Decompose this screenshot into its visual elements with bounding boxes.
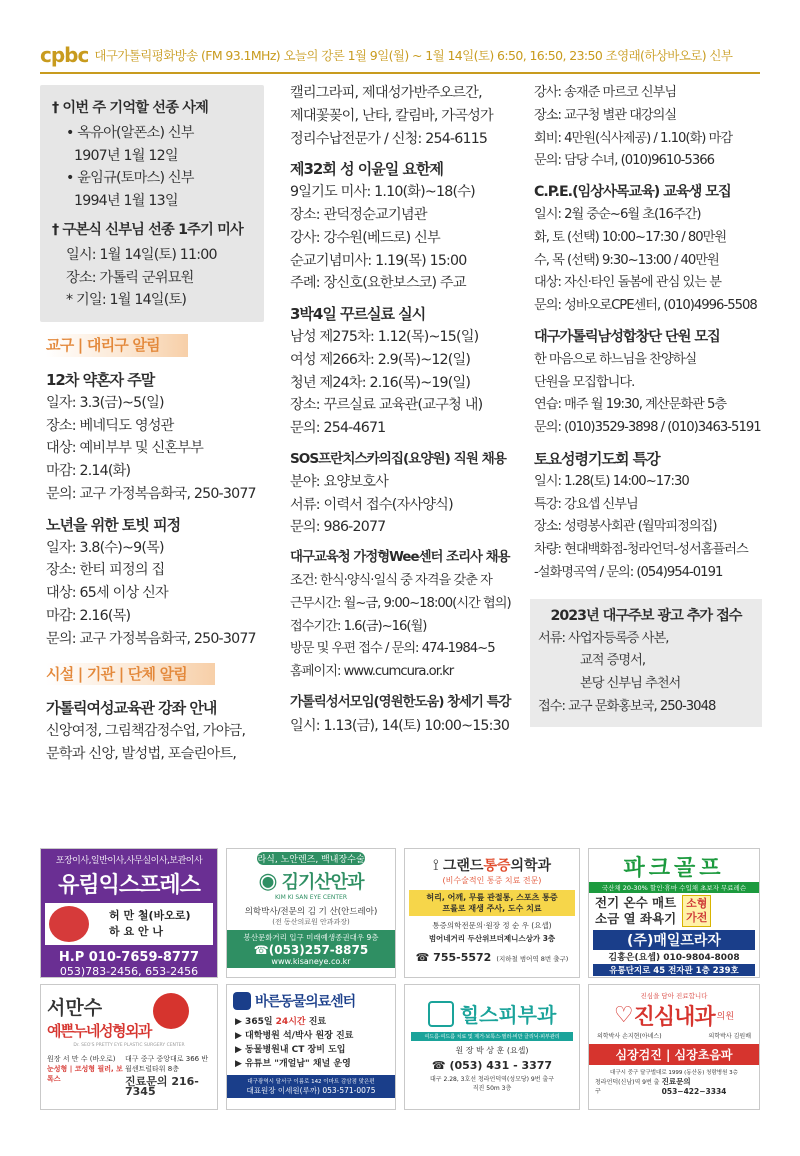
ad-kimkisan-eye [226,848,396,978]
priest-2-name: • 윤임규(토마스) 신부 [66,170,194,187]
ad-service: 프롤로 재생 주사, 도수 치료 [442,904,542,913]
notice-line: 문의: 담당 수녀, (010)9610-5366 [534,153,714,169]
notice-line: 특강: 강요셉 신부님 [534,496,638,512]
notice-line: 일자: 3.8(수)~9(목) [46,539,164,556]
truck-icon [49,906,89,942]
notice-line: -설화명곡역 / 문의: (054)954-0191 [534,564,723,580]
ad-feature: ▶ 365일 [235,1017,276,1027]
ad-contact: 김홍은(요셉) 010-9804-8008 [608,953,740,963]
notice-line: 마감: 2.16(목) [46,607,131,624]
ad-name-suffix: 의원 [716,1012,735,1022]
ad-feature: ▶ 대학병원 석/박사 원장 진료 [235,1031,354,1041]
ad-feature: 24시간 [275,1017,306,1027]
notice-line: 대상: 예비부부 및 신혼부부 [46,440,204,457]
ad-tagline: 여드름·여드름 치료 및 제거·보톡스·필러·비만 클리닉·피부관리 [411,1032,573,1041]
notice-line: 강사: 강수원(베드로) 신부 [290,229,440,246]
notice-body [290,82,515,150]
notice-line: 순교기념미사: 1.19(목) 15:00 [290,252,467,269]
ad-doctor: 의학박사 손지현(아녜스) [597,1033,662,1040]
notice-body [290,570,515,684]
ad-address: 직진 50m 3층 [472,1085,512,1092]
ad-jinsim-internal [588,984,760,1110]
memorial-line: 장소: 가톨릭 군위묘원 [66,269,194,286]
ad-phone: ☎ 755-5572 [415,951,492,964]
notice-line: 정리수납전문가 / 신청: 254-6115 [290,130,488,147]
header [40,40,760,70]
ad-service: 심장검진 | 심장초음파 [589,1044,759,1065]
notice-line: 한 마음으로 하느님을 찬양하실 [534,351,697,367]
ad-subname: Dr. SEO'S PRETTY EYE PLASTIC SURGERY CENTER [73,1043,185,1048]
ad-company: (주)매일프라자 [593,930,755,950]
notice-line: 남성 제275차: 1.12(목)~15(일) [290,328,479,345]
ad-seo-eye-plastic [40,984,218,1110]
priest-2-date: 1994년 1월 13일 [74,193,178,210]
notice-line: 문의: 254-4671 [290,420,386,437]
ad-service: 허리, 어깨, 무릎 관절통, 스포츠 통증 [426,893,558,902]
notice-line: 접수기간: 1.6(금)~16(월) [290,618,427,634]
notice-line: 제대꽃꽂이, 난타, 칼림바, 가곡성가 [290,107,493,124]
notice-line: 분야: 요양보호사 [290,473,389,490]
eye-icon [153,993,189,1029]
notice-line: 장소: 한티 피정의 집 [46,562,165,579]
notice-title: 제32회 성 이윤일 요한제 [290,160,443,179]
column-1 [46,85,264,766]
notice-body [534,349,762,440]
notice-line: 일시: 1.28(토) 14:00~17:30 [534,473,689,489]
notice-line: 문의: 986-2077 [290,519,386,536]
ad-address: 대구 2.28, 3호선 청라언덕역(성모당) 9번 출구 [429,1076,555,1083]
notice-body [534,471,762,585]
hills-logo-icon [428,1001,454,1027]
ad-tagline: 진심을 담아 진료합니다 [640,992,708,1000]
ad-hills-dermatology [404,984,580,1110]
ad-phone: H.P 010-7659-8777 [58,950,200,965]
ad-yurim-express [40,848,218,978]
ad-doctor-note: (전 동산의료원 안과과장) [272,918,350,926]
column-2 [290,82,515,738]
ad-subname: KIM KI SAN EYE CENTER [274,894,348,901]
notice-title: SOS프란치스카의집(요양원) 직원 채용 [290,450,506,467]
notice-body [290,715,515,738]
notice-body [290,471,515,539]
ad-phone: 진료문의 216-7345 [125,1075,199,1098]
notice-line: 장소: 성령봉사회관 (월막피정의집) [534,519,717,535]
ad-name: 서만수 [47,997,103,1019]
notice-line: 연습: 매주 월 19:30, 계산문화관 5층 [534,397,727,413]
notice-line: 9일기도 미사: 1.10(화)~18(수) [290,184,475,201]
notice-line: 대상: 65세 이상 신자 [46,585,168,602]
ad-website: www.kisaneye.co.kr [271,957,351,966]
ad-notice-box [530,599,762,727]
eye-icon: ◉ [258,868,278,894]
notice-line: 마감: 2.14(화) [46,463,131,480]
notice-body [290,181,515,295]
notice-title: 대구교육청 가정형Wee센터 조리사 채용 [290,550,510,566]
syringe-icon: ⟟ [432,855,439,874]
ad-phone: 053)783-2456, 653-2456 [59,965,199,978]
ad-tagline: 포장이사,일반이사,사무실이사,보관이사 [55,856,203,866]
notice-line: 장소: 관덕정순교기념관 [290,206,427,223]
priest-1-name: • 옥유아(알폰소) 신부 [66,124,194,141]
saints-title: † 이번 주 기억할 선종 사제 [52,100,209,116]
notice-body [46,537,264,651]
ad-address: 대구시 중구 달구벌대로 1999 (동산동) 청람병원 3층 [610,1070,738,1076]
notice-title: 가톨릭성서모임(영원한도움) 창세기 특강 [290,694,511,710]
notice-body [46,720,264,766]
ad-name: 그랜드 [442,858,484,874]
notice-line: 일시: 2월 중순~6월 초(16주간) [534,206,701,222]
ad-people [45,903,213,945]
ad-badge: 가전 [686,911,708,924]
ad-doctor: 원장 서 만 수 (바오로) [47,1055,116,1063]
memorial-line: 일시: 1월 14일(토) 11:00 [66,246,217,263]
notice-line: 방문 및 우편 접수 / 문의: 474-1984~5 [290,641,495,657]
notice-line: 강사: 송재준 마르코 신부님 [534,85,677,100]
ad-name: 김기산안과 [281,872,364,893]
notice-body [46,392,264,506]
ad-grand-pain-clinic [404,848,580,978]
ad-doctor: 의학박사/전문의 김 기 산(안드레아) [244,907,378,917]
notice-line: 문의: 성바오로CPE센터, (010)4996-5508 [534,298,757,314]
ad-tagline: (비수술적인 통증 치료 전문) [442,876,542,885]
ad-feature: 진료 [305,1017,327,1027]
ad-address: 대구 중구 중앙대로 366 반월센트럴타워 8층 [125,1055,209,1073]
ad-name: 통증 [483,858,511,874]
notice-line: 서류: 이력서 접수(자사양식) [290,496,453,513]
notice-line: 화, 토 (선택) 10:00~17:30 / 80만원 [534,229,727,245]
ad-name: 예쁜누네성형외과 [47,1022,151,1040]
ad-person: 허 만 철(바오로) [109,909,191,922]
ad-phone: 진료문의 053−422−3334 [661,1077,727,1096]
notice-line: 교적 증명서, [580,653,646,669]
notice-title: 토요성령기도회 특강 [534,449,660,468]
notice-line: 문의: (010)3529-3898 / (010)3463-5191 [534,420,761,436]
ad-bareun-animal [226,984,396,1110]
notice-line: 대상: 자신·타인 돌봄에 관심 있는 분 [534,275,721,291]
ad-feature: ▶ 동물병원내 CT 장비 도입 [235,1045,346,1055]
ad-address: 범어네거리 두산위브더제니스상가 3층 [428,934,556,943]
heart-icon: ♡ [613,1003,634,1028]
notice-line: 회비: 4만원(식사제공) / 1.10(화) 마감 [534,130,733,146]
ad-person: 하 요 안 나 [109,925,163,938]
ad-address: 봉산문화거리 입구 미래예생종권대우 9층 [243,933,379,942]
notice-line: 일자: 3.3(금)~5(일) [46,394,164,411]
notice-line: 장소: 꾸르실료 교육관(교구청 내) [290,397,483,414]
ad-service: 눈성형 | 코성형 필러, 보톡스 [47,1065,123,1083]
notice-line: 근무시간: 월~금, 9:00~18:00(시간 협의) [290,595,511,611]
notice-line: 접수: 교구 문화홍보국, 250-3048 [538,698,716,714]
header-divider [40,72,760,74]
notice-line: 청년 제24차: 2.16(목)~19(일) [290,374,471,391]
notice-line: 일시: 1.13(금), 14(토) 10:00~15:30 [290,717,510,734]
notice-line: 주례: 장신호(요한보스코) 주교 [290,275,466,292]
notice-title: 노년을 위한 토빗 피정 [46,515,181,534]
ad-product: 전기 온수 매트 [595,895,677,910]
cpbc-logo: cpbc [40,43,89,67]
notice-line: 차량: 현대백화점-청라언덕-성서홈플러스 [534,542,748,558]
notice-line: 신앙여정, 그림책감정수업, 가야금, [46,723,246,740]
notice-line: 단원을 모집합니다. [534,374,635,390]
ad-name: 유림익스프레스 [58,873,200,898]
column-3 [534,82,762,727]
ad-doctor: 의학박사 김원배 [708,1033,751,1040]
ad-phone-note: (지하철 범어역 8번 출구) [496,955,569,963]
ad-product: 소금 열 좌욕기 [595,911,677,926]
ad-badge: 소형 [686,897,708,910]
ad-contact: 대표원장 이세원(루까) 053-571-0075 [246,1086,376,1095]
notice-line: 문의: 교구 가정복음화국, 250-3077 [46,630,256,647]
ad-name: 바른동물의료센터 [255,994,356,1010]
notice-title: C.P.E.(임상사목교육) 교육생 모집 [534,184,731,201]
ad-address: 대구광역시 달서구 이름로 142 이마트 감삼점 맞은편 [247,1079,375,1085]
notice-title: 2023년 대구주보 광고 추가 접수 [550,607,742,624]
notice-line: 장소: 베네딕도 영성관 [46,417,174,434]
ad-feature: ▶ 유튜브 "개얼남" 채널 운영 [235,1059,351,1069]
notice-title: 3박4일 꾸르실료 실시 [290,305,426,324]
saints-box [40,85,264,322]
ad-doctor: 통증의학전문의·원장 정 순 우 (요셉) [432,921,552,930]
header-text: 대구가톨릭평화방송 (FM 93.1MHz) 오늘의 강론 1월 9일(월) ~ 1월 14일(토) 6:50, 16:50, 23:50 조영래(하상바오로) 신부 [94,48,733,63]
notice-line: 홈페이지: www.cumcura.or.kr [290,664,454,680]
section-heading: 시설 | 기관 | 단체 알림 [46,663,215,686]
notice-line: 본당 신부님 추천서 [580,676,681,692]
ad-name: 힐스피부과 [459,1003,557,1027]
notice-line: 문의: 교구 가정복음화국, 250-3077 [46,485,256,502]
ad-doctor: 원 장 박 상 훈 (요셉) [455,1046,529,1055]
notice-line: 여성 제266차: 2.9(목)~12(일) [290,351,471,368]
notice-title: 가톨릭여성교육관 강좌 안내 [46,699,217,718]
ad-name: 진심내과 [633,1005,715,1030]
ad-name: 의학과 [510,858,552,874]
ad-address: 청라언덕(신남)역 9번 출구 [595,1079,660,1095]
ad-tagline: 라식, 노안렌즈, 백내장수술 [257,852,365,865]
notice-line: 캘리그라피, 제대성가반주오르간, [290,85,482,101]
notice-line: 조건: 한식·양식·일식 중 자격을 갖춘 자 [290,572,492,588]
ad-phone: ☎ (053) 431 - 3377 [431,1059,553,1072]
notice-body [290,326,515,440]
ad-park-golf [588,848,760,978]
notice-line: 서류: 사업자등록증 사본, [538,630,669,646]
ad-tagline: 국산채 20-30% 할인·휴마 수입채 초보자 무료레슨 [589,882,759,893]
notice-line: 수, 목 (선택) 9:30~13:00 / 40만원 [534,252,719,268]
priest-1-date: 1907년 1월 12일 [74,147,178,164]
ad-phone: ☎(053)257-8875 [253,943,369,957]
memorial-line: * 기일: 1월 14일(토) [66,292,187,309]
notice-body [534,82,762,173]
notice-line: 문학과 신앙, 발성법, 포슬린아트, [46,745,237,762]
memorial-title: † 구본식 신부님 선종 1주기 미사 [52,221,243,238]
notice-body [534,204,762,318]
dog-icon [233,992,251,1010]
ad-address: 유통단지로 45 전자관 1층 239호 [593,964,755,976]
notice-line: 장소: 교구청 별관 대강의실 [534,107,677,123]
ad-name: 파크골프 [623,856,725,881]
section-heading: 교구 | 대리구 알림 [46,334,188,357]
notice-title: 대구가톨릭남성합창단 단원 모집 [534,328,720,345]
notice-title: 12차 약혼자 주말 [46,370,155,389]
